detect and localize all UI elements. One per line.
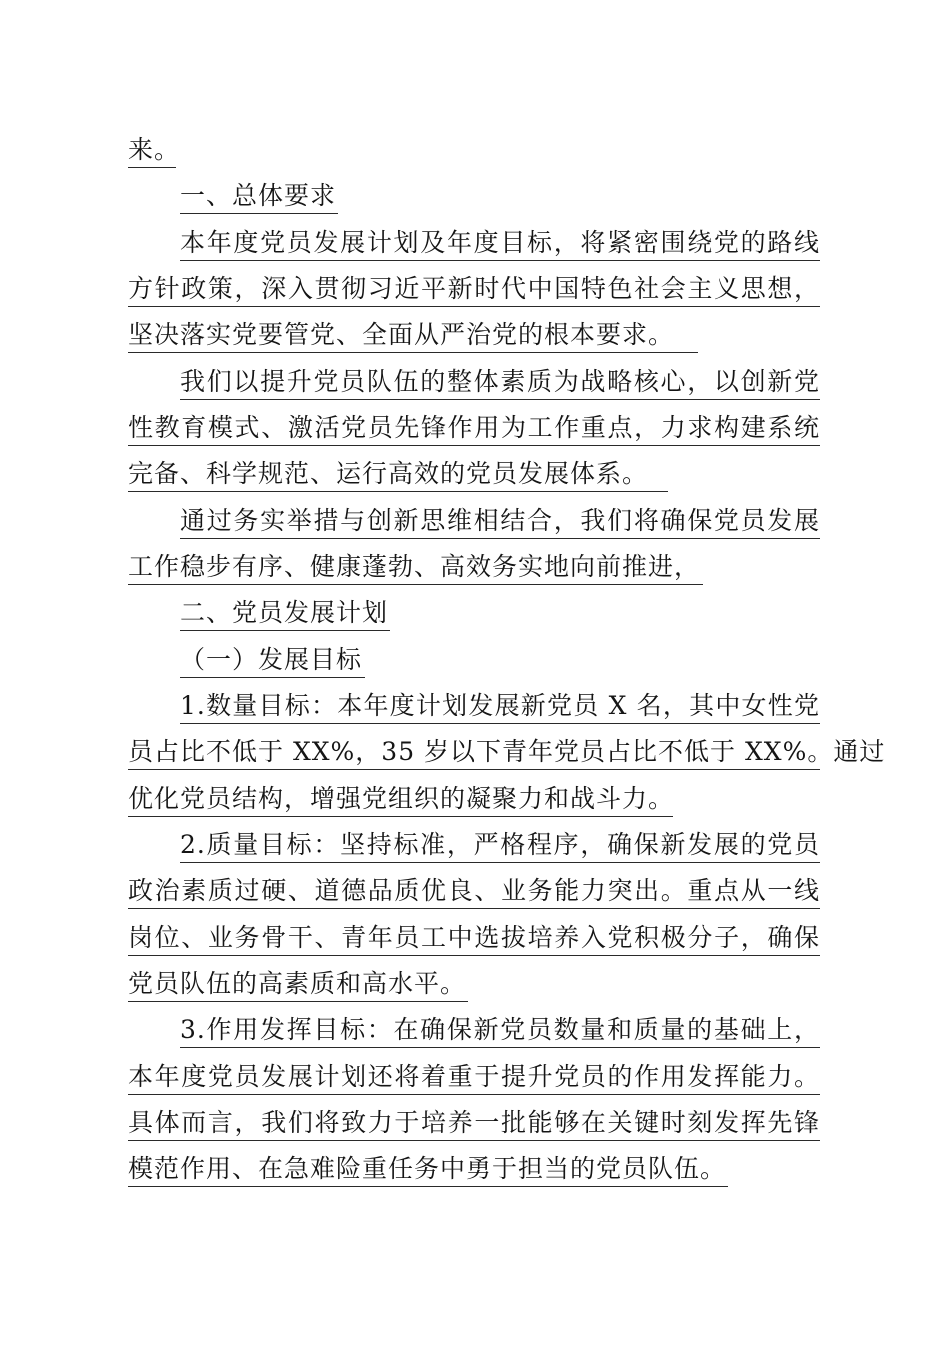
text-line: 坚决落实党要管党、全面从严治党的根本要求。 — [128, 318, 698, 353]
text-line: 本年度党员发展计划还将着重于提升党员的作用发挥能力。 — [128, 1060, 820, 1095]
text-line: 党员队伍的高素质和高水平。 — [128, 967, 468, 1002]
text-line: 1.数量目标：本年度计划发展新党员 X 名，其中女性党 — [180, 689, 820, 724]
section-heading: 一、总体要求 — [180, 179, 338, 214]
text-line: 岗位、业务骨干、青年员工中选拔培养入党积极分子，确保 — [128, 921, 820, 956]
text-line: 员占比不低于 XX%，35 岁以下青年党员占比不低于 XX%。通过 — [128, 735, 820, 770]
text-line: 我们以提升党员队伍的整体素质为战略核心，以创新党 — [180, 365, 820, 400]
text-line: 具体而言，我们将致力于培养一批能够在关键时刻发挥先锋 — [128, 1106, 820, 1141]
text-line: 政治素质过硬、道德品质优良、业务能力突出。重点从一线 — [128, 874, 820, 909]
text-line: 模范作用、在急难险重任务中勇于担当的党员队伍。 — [128, 1152, 728, 1187]
text-line: 性教育模式、激活党员先锋作用为工作重点，力求构建系统 — [128, 411, 820, 446]
text-line: 来。 — [128, 133, 176, 168]
subsection-heading: （一）发展目标 — [180, 643, 365, 678]
text-line: 方针政策，深入贯彻习近平新时代中国特色社会主义思想， — [128, 272, 820, 307]
text-line: 3.作用发挥目标：在确保新党员数量和质量的基础上， — [180, 1013, 820, 1048]
text-line: 工作稳步有序、健康蓬勃、高效务实地向前推进， — [128, 550, 703, 585]
section-heading: 二、党员发展计划 — [180, 596, 390, 631]
text-line: 通过务实举措与创新思维相结合，我们将确保党员发展 — [180, 504, 820, 539]
text-line: 完备、科学规范、运行高效的党员发展体系。 — [128, 457, 668, 492]
text-line: 优化党员结构，增强党组织的凝聚力和战斗力。 — [128, 782, 673, 817]
text-line: 本年度党员发展计划及年度目标，将紧密围绕党的路线 — [180, 226, 820, 261]
text-line: 2.质量目标：坚持标准，严格程序，确保新发展的党员 — [180, 828, 820, 863]
